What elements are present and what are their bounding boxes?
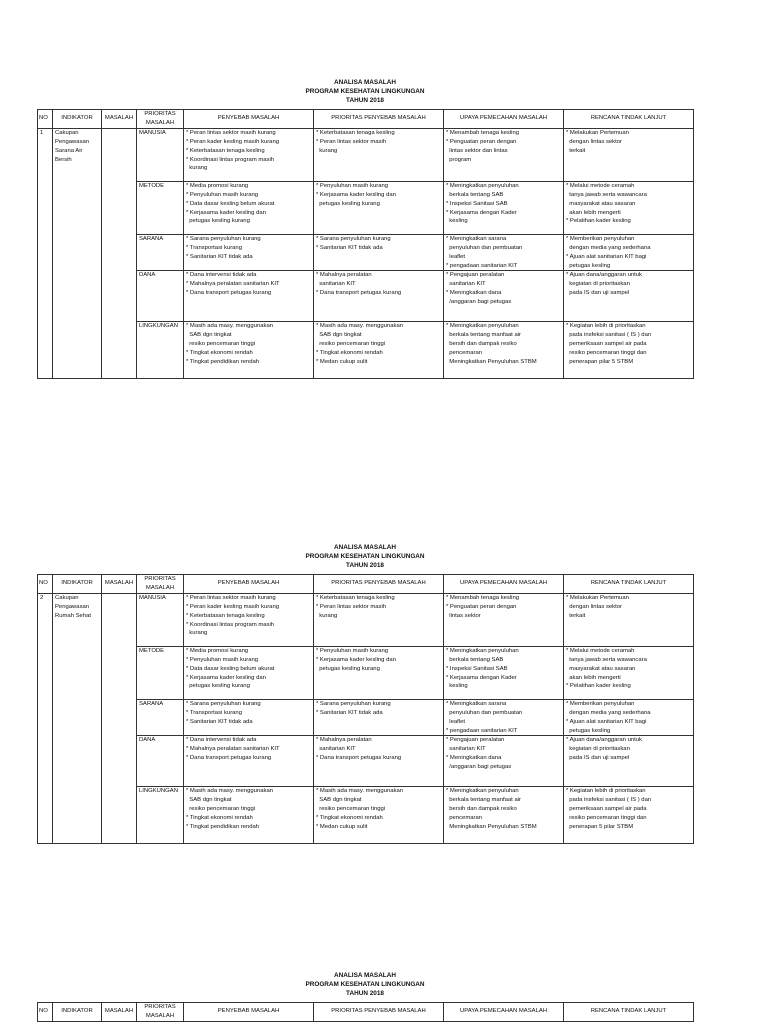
prioritas-penyebab-cell bbox=[314, 322, 444, 379]
cell-text: * Keterbatasan tenaga kesling * Peran lintas sektor masih kurang bbox=[316, 129, 395, 154]
prioritas-masalah-header: PRIORITAS MASALAH bbox=[137, 110, 184, 129]
rencana-tindak-lanjut-header: RENCANA TINDAK LANJUT bbox=[564, 110, 694, 129]
cell-text: * Menambah tenaga kesling * Penguatan peran dengan lintas sektor dan lintas program bbox=[446, 129, 520, 163]
cell-text: * Ajuan dana/anggaran untuk kegiatan di prioritaskan pada IS dan uji sampel bbox=[566, 272, 642, 297]
upaya-pemecahan-cell bbox=[444, 787, 564, 844]
penyebab-masalah-cell bbox=[184, 593, 314, 646]
table-row bbox=[38, 787, 694, 844]
cell-text: * Meningkatkan penyuluhan berkala tentang manfaat air bersih dan dampak resiko pencemaran Meningkatkan Penyuluhan STBM bbox=[446, 323, 537, 366]
indikator-cell: Cakupan Pengawasan Sarana Air Bersih bbox=[53, 128, 102, 379]
penyebab-masalah-cell bbox=[184, 699, 314, 736]
sheet-heading bbox=[37, 78, 693, 105]
rencana-tindak-lanjut-cell bbox=[564, 234, 694, 271]
rencana-tindak-lanjut-cell bbox=[564, 593, 694, 646]
sheet-heading bbox=[37, 543, 693, 570]
analysis-sheet bbox=[37, 543, 693, 844]
cell-text: * Mahalnya peralatan sanitarian KIT * Dana transport petugas kurang bbox=[316, 737, 402, 762]
year-title: TAHUN 2018 bbox=[346, 990, 384, 997]
table-row bbox=[38, 234, 694, 271]
penyebab-masalah-cell bbox=[184, 787, 314, 844]
cell-text: LINGKUNGAN bbox=[139, 788, 178, 795]
prioritas-penyebab-cell bbox=[314, 128, 444, 181]
indikator-header: INDIKATOR bbox=[53, 575, 102, 594]
penyebab-masalah-cell bbox=[184, 736, 314, 787]
penyebab-masalah-cell bbox=[184, 322, 314, 379]
table-row bbox=[38, 128, 694, 181]
penyebab-masalah-cell bbox=[184, 181, 314, 234]
cell-text: * Meningkatkan sarana penyuluhan dan pembuatan leaflet * pengadaan sanitarian KIT bbox=[446, 235, 523, 269]
prioritas-penyebab-cell bbox=[314, 787, 444, 844]
indikator-header: INDIKATOR bbox=[53, 110, 102, 129]
upaya-pemecahan-header: UPAYA PEMECAHAN MASALAH bbox=[444, 110, 564, 129]
rencana-tindak-lanjut-cell bbox=[564, 699, 694, 736]
masalah-cell bbox=[102, 593, 137, 844]
cell-text: SARANA bbox=[139, 235, 164, 242]
prioritas-masalah-cell bbox=[137, 646, 184, 699]
cell-text: * Media promosi kurang * Penyuluhan masih kurang * Data dasar kesling belum akurat * Kerjasama kader kesling dan petugas kesling kurang bbox=[186, 182, 275, 225]
prioritas-penyebab-cell bbox=[314, 646, 444, 699]
rencana-tindak-lanjut-header: RENCANA TINDAK LANJUT bbox=[564, 575, 694, 594]
prioritas-penyebab-cell bbox=[314, 699, 444, 736]
document-title: ANALISA MASALAH bbox=[334, 972, 396, 979]
cell-text: * Penyuluhan masih kurang * Kerjasama kader kesling dan petugas kesling kurang bbox=[316, 647, 396, 672]
no-cell: 2 bbox=[38, 593, 53, 844]
cell-text: * Mahalnya peralatan sanitarian KIT * Dana transport petugas kurang bbox=[316, 272, 402, 297]
cell-text: DANA bbox=[139, 737, 156, 744]
prioritas-penyebab-header: PRIORITAS PENYEBAB MASALAH bbox=[314, 110, 444, 129]
document-title: ANALISA MASALAH bbox=[334, 79, 396, 86]
analysis-sheet bbox=[37, 78, 693, 379]
masalah-cell bbox=[102, 128, 137, 379]
prioritas-masalah-cell bbox=[137, 699, 184, 736]
cell-text: * Melakukan Pertemuan dengan lintas sektor terkait bbox=[566, 129, 629, 154]
cell-text: * Melalui metode ceramah tanya jawab serta wawancara masyarakat atau sasaran akan lebih mengerti * Pelatihan kader kesling bbox=[566, 182, 647, 225]
header-row bbox=[38, 110, 694, 129]
cell-text: * Meningkatkan penyuluhan berkala tentang SAB * Inspeksi Sanitasi SAB * Kerjasama dengan Kader kesling bbox=[446, 182, 519, 225]
rencana-tindak-lanjut-cell bbox=[564, 128, 694, 181]
cell-text: * Melalui metode ceramah tanya jawab serta wawancara masyarakat atau sasaran akan lebih mengerti * Pelatihan kader kesling bbox=[566, 647, 647, 690]
prioritas-penyebab-cell bbox=[314, 593, 444, 646]
masalah-header: MASALAH bbox=[102, 1003, 137, 1022]
cell-text: * Sarana penyuluhan kurang * Transportasi kurang * Sanitarian KIT tidak ada bbox=[186, 235, 261, 260]
cell-text: * Masih ada masy. menggunakan SAB dgn tingkat resiko pencemaran tinggi * Tingkat ekonomi rendah * Medan cukup sulit bbox=[316, 323, 403, 366]
cell-text: * Meningkatkan sarana penyuluhan dan pembuatan leaflet * pengadaan sanitarian KIT bbox=[446, 700, 523, 734]
cell-text: * Dana intervensi tidak ada * Mahalnya peralatan sanitarian KIT * Dana transport petugas kurang bbox=[186, 737, 280, 762]
masalah-header: MASALAH bbox=[102, 575, 137, 594]
cell-text: * Peran lintas sektor masih kurang * Peran kader kesling masih kurang * Keterbatasan tenaga kesling * Koordinasi lintas program masih kurang bbox=[186, 594, 279, 637]
rencana-tindak-lanjut-cell bbox=[564, 736, 694, 787]
prioritas-penyebab-header: PRIORITAS PENYEBAB MASALAH bbox=[314, 1003, 444, 1022]
prioritas-masalah-cell bbox=[137, 736, 184, 787]
program-title: PROGRAM KESEHATAN LINGKUNGAN bbox=[305, 981, 425, 988]
cell-text: METODE bbox=[139, 182, 165, 189]
penyebab-masalah-cell bbox=[184, 128, 314, 181]
no-header: NO bbox=[38, 1003, 53, 1022]
no-header: NO bbox=[38, 575, 53, 594]
prioritas-penyebab-cell bbox=[314, 181, 444, 234]
upaya-pemecahan-cell bbox=[444, 322, 564, 379]
upaya-pemecahan-cell bbox=[444, 699, 564, 736]
cell-text: * Masih ada masy. menggunakan SAB dgn tingkat resiko pencemaran tinggi * Tingkat ekonomi rendah * Tingkat pendidikan rendah bbox=[186, 788, 273, 831]
cell-text: * Keterbatasan tenaga kesling * Peran lintas sektor masih kurang bbox=[316, 594, 395, 619]
cell-text: * Ajuan dana/anggaran untuk kegiatan di prioritaskan pada IS dan uji sampel bbox=[566, 737, 642, 762]
table-row bbox=[38, 699, 694, 736]
upaya-pemecahan-cell bbox=[444, 736, 564, 787]
cell-text: * Kegiatan lebih di prioritaskan pada insfeksi sanitasi ( IS ) dan pemeriksaan sampel air pada resiko pencemaran tinggi dan penerapan pilar 5 STBM bbox=[566, 323, 652, 366]
cell-text: * Masih ada masy. menggunakan SAB dgn tingkat resiko pencemaran tinggi * Tingkat ekonomi rendah * Medan cukup sulit bbox=[316, 788, 403, 831]
year-title: TAHUN 2018 bbox=[346, 562, 384, 569]
table-row bbox=[38, 322, 694, 379]
penyebab-masalah-cell bbox=[184, 646, 314, 699]
upaya-pemecahan-header: UPAYA PEMECAHAN MASALAH bbox=[444, 575, 564, 594]
cell-text: * Masih ada masy. menggunakan SAB dgn tingkat resiko pencemaran tinggi * Tingkat ekonomi rendah * Tingkat pendidikan rendah bbox=[186, 323, 273, 366]
cell-text: DANA bbox=[139, 272, 156, 279]
cell-text: * Penyuluhan masih kurang * Kerjasama kader kesling dan petugas kesling kurang bbox=[316, 182, 396, 207]
masalah-header: MASALAH bbox=[102, 110, 137, 129]
penyebab-masalah-cell bbox=[184, 234, 314, 271]
cell-text: * Sarana penyuluhan kurang * Transportasi kurang * Sanitarian KIT tidak ada bbox=[186, 700, 261, 725]
upaya-pemecahan-cell bbox=[444, 234, 564, 271]
indikator-cell: Cakupan Pengawasan Rumah Sehat bbox=[53, 593, 102, 844]
upaya-pemecahan-header: UPAYA PEMECAHAN MASALAH bbox=[444, 1003, 564, 1022]
indikator-header: INDIKATOR bbox=[53, 1003, 102, 1022]
program-title: PROGRAM KESEHATAN LINGKUNGAN bbox=[305, 88, 425, 95]
analysis-table bbox=[37, 1002, 694, 1022]
rencana-tindak-lanjut-cell bbox=[564, 646, 694, 699]
no-cell: 1 bbox=[38, 128, 53, 379]
prioritas-masalah-cell bbox=[137, 787, 184, 844]
rencana-tindak-lanjut-header: RENCANA TINDAK LANJUT bbox=[564, 1003, 694, 1022]
header-row bbox=[38, 575, 694, 594]
analysis-table bbox=[37, 574, 694, 844]
penyebab-masalah-header: PENYEBAB MASALAH bbox=[184, 1003, 314, 1022]
cell-text: * Kegiatan lebih di prioritaskan pada insfeksi sanitasi ( IS ) dan pemeriksaan sampel air pada resiko pencemaran tinggi dan penerapan 5 pilar STBM bbox=[566, 788, 652, 831]
prioritas-masalah-cell bbox=[137, 128, 184, 181]
cell-text: * Meningkatkan penyuluhan berkala tentang SAB * Inspeksi Sanitasi SAB * Kerjasama dengan Kader kesling bbox=[446, 647, 519, 690]
cell-text: * Peran lintas sektor masih kurang * Peran kader kesling masih kurang * Keterbatasan tenaga kesling * Koordinasi lintas program masih kurang bbox=[186, 129, 279, 172]
rencana-tindak-lanjut-cell bbox=[564, 322, 694, 379]
rencana-tindak-lanjut-cell bbox=[564, 787, 694, 844]
prioritas-masalah-header: PRIORITAS MASALAH bbox=[137, 575, 184, 594]
program-title: PROGRAM KESEHATAN LINGKUNGAN bbox=[305, 553, 425, 560]
cell-text: * Menambah tenaga kesling * Penguatan peran dengan lintas sektor bbox=[446, 594, 520, 619]
upaya-pemecahan-cell bbox=[444, 593, 564, 646]
prioritas-penyebab-cell bbox=[314, 234, 444, 271]
cell-text: * Pengajuan peralatan sanitarian KIT * Meningkatkan dana /anggaran bagi petugas bbox=[446, 272, 512, 306]
prioritas-masalah-cell bbox=[137, 234, 184, 271]
rencana-tindak-lanjut-cell bbox=[564, 181, 694, 234]
penyebab-masalah-header: PENYEBAB MASALAH bbox=[184, 575, 314, 594]
table-row bbox=[38, 181, 694, 234]
cell-text: * Media promosi kurang * Penyuluhan masih kurang * Data dasar kesling belum akurat * Kerjasama kader kesling dan petugas kesling kurang bbox=[186, 647, 275, 690]
table-row bbox=[38, 593, 694, 646]
cell-text: SARANA bbox=[139, 700, 164, 707]
document-title: ANALISA MASALAH bbox=[334, 544, 396, 551]
year-title: TAHUN 2018 bbox=[346, 97, 384, 104]
cell-text: * Memberikan penyuluhan dengan media yang sederhana * Ajuan alat sanitarian KIT bagi petugas kesling bbox=[566, 235, 651, 269]
table-row bbox=[38, 736, 694, 787]
penyebab-masalah-cell bbox=[184, 271, 314, 322]
prioritas-masalah-cell bbox=[137, 271, 184, 322]
prioritas-masalah-cell bbox=[137, 181, 184, 234]
upaya-pemecahan-cell bbox=[444, 128, 564, 181]
cell-text: * Sarana penyuluhan kurang * Sanitarian KIT tidak ada bbox=[316, 235, 391, 251]
prioritas-masalah-cell bbox=[137, 593, 184, 646]
prioritas-masalah-header: PRIORITAS MASALAH bbox=[137, 1003, 184, 1022]
cell-text: METODE bbox=[139, 647, 165, 654]
upaya-pemecahan-cell bbox=[444, 646, 564, 699]
rencana-tindak-lanjut-cell bbox=[564, 271, 694, 322]
analysis-table bbox=[37, 109, 694, 379]
cell-text: * Pengajuan peralatan sanitarian KIT * Meningkatkan dana /anggaran bagi petugas bbox=[446, 737, 512, 771]
sheet-heading bbox=[37, 971, 693, 998]
prioritas-penyebab-cell bbox=[314, 736, 444, 787]
cell-text: MANUSIA bbox=[139, 594, 166, 601]
analysis-sheet bbox=[37, 971, 693, 1022]
no-header: NO bbox=[38, 110, 53, 129]
cell-text: * Memberikan penyuluhan dengan media yang sederhana * Ajuan alat sanitarian KIT bagi petugas kesling bbox=[566, 700, 651, 734]
prioritas-penyebab-header: PRIORITAS PENYEBAB MASALAH bbox=[314, 575, 444, 594]
cell-text: * Dana intervensi tidak ada * Mahalnya peralatan sanitarian KIT * Dana transport petugas kurang bbox=[186, 272, 280, 297]
prioritas-masalah-cell bbox=[137, 322, 184, 379]
table-row bbox=[38, 271, 694, 322]
cell-text: * Sarana penyuluhan kurang * Sanitarian KIT tidak ada bbox=[316, 700, 391, 716]
penyebab-masalah-header: PENYEBAB MASALAH bbox=[184, 110, 314, 129]
cell-text: * Meningkatkan penyuluhan berkala tentang manfaat air bersih dan dampak resiko pencemaran Meningkatkan Penyuluhan STBM bbox=[446, 788, 537, 831]
prioritas-penyebab-cell bbox=[314, 271, 444, 322]
header-row bbox=[38, 1003, 694, 1022]
cell-text: * Melakukan Pertemuan dengan lintas sektor terkait bbox=[566, 594, 629, 619]
table-row bbox=[38, 646, 694, 699]
upaya-pemecahan-cell bbox=[444, 271, 564, 322]
upaya-pemecahan-cell bbox=[444, 181, 564, 234]
cell-text: LINGKUNGAN bbox=[139, 323, 178, 330]
cell-text: MANUSIA bbox=[139, 129, 166, 136]
